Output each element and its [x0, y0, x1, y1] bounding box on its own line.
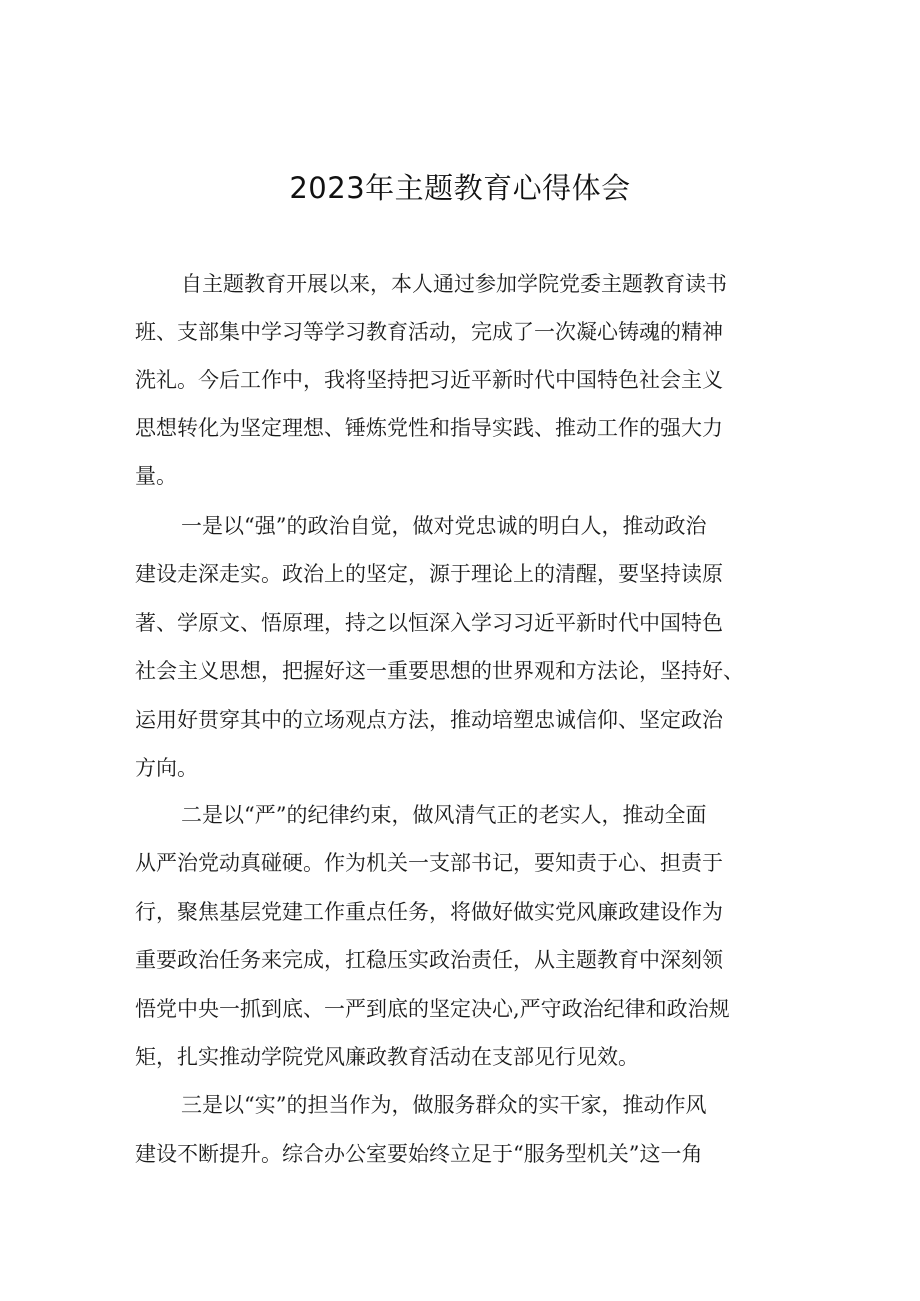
paragraph-4-line-1: 三是以“实”的担当作为，做服务群众的实干家，推动作风 [181, 1093, 707, 1117]
paragraph-2-line-1: 一是以“强”的政治自觉，做对党忠诚的明白人，推动政治 [181, 514, 707, 538]
paragraph-3-line-1: 二是以“严”的纪律约束，做风清气正的老实人，推动全面 [181, 803, 707, 827]
paragraph-1-line-3: 洗礼。今后工作中，我将坚持把习近平新时代中国特色社会主义 [135, 368, 723, 392]
document-title: 2023年主题教育心得体会 [289, 171, 631, 205]
paragraph-2-line-4: 社会主义思想，把握好这一重要思想的世界观和方法论，坚持好、 [135, 659, 744, 683]
paragraph-2-line-2: 建设走深走实。政治上的坚定，源于理论上的清醒，要坚持读原 [135, 562, 723, 586]
paragraph-3-line-5: 悟党中央一抓到底、一严到底的坚定决心,严守政治纪律和政治规 [135, 997, 730, 1021]
paragraph-2-line-6: 方向。 [135, 756, 198, 780]
paragraph-2-line-3: 著、学原文、悟原理，持之以恒深入学习习近平新时代中国特色 [135, 611, 723, 635]
paragraph-4-line-2: 建设不断提升。综合办公室要始终立足于“服务型机关”这一角 [135, 1142, 703, 1166]
paragraph-3-line-3: 行，聚焦基层党建工作重点任务，将做好做实党风廉政建设作为 [135, 900, 723, 924]
paragraph-1-line-2: 班、支部集中学习等学习教育活动，完成了一次凝心铸魂的精神 [135, 320, 723, 344]
paragraph-1-line-5: 量。 [135, 464, 177, 488]
paragraph-2-line-5: 运用好贯穿其中的立场观点方法，推动培塑忠诚信仰、坚定政治 [135, 708, 723, 732]
paragraph-3-line-6: 矩，扎实推动学院党风廉政教育活动在支部见行见效。 [135, 1045, 639, 1069]
paragraph-1-line-1: 自主题教育开展以来，本人通过参加学院党委主题教育读书 [181, 272, 727, 296]
paragraph-1-line-4: 思想转化为坚定理想、锤炼党性和指导实践、推动工作的强大力 [135, 416, 723, 440]
paragraph-3-line-2: 从严治党动真碰硬。作为机关一支部书记，要知责于心、担责于 [135, 851, 723, 875]
paragraph-3-line-4: 重要政治任务来完成，扛稳压实政治责任，从主题教育中深刻领 [135, 948, 723, 972]
